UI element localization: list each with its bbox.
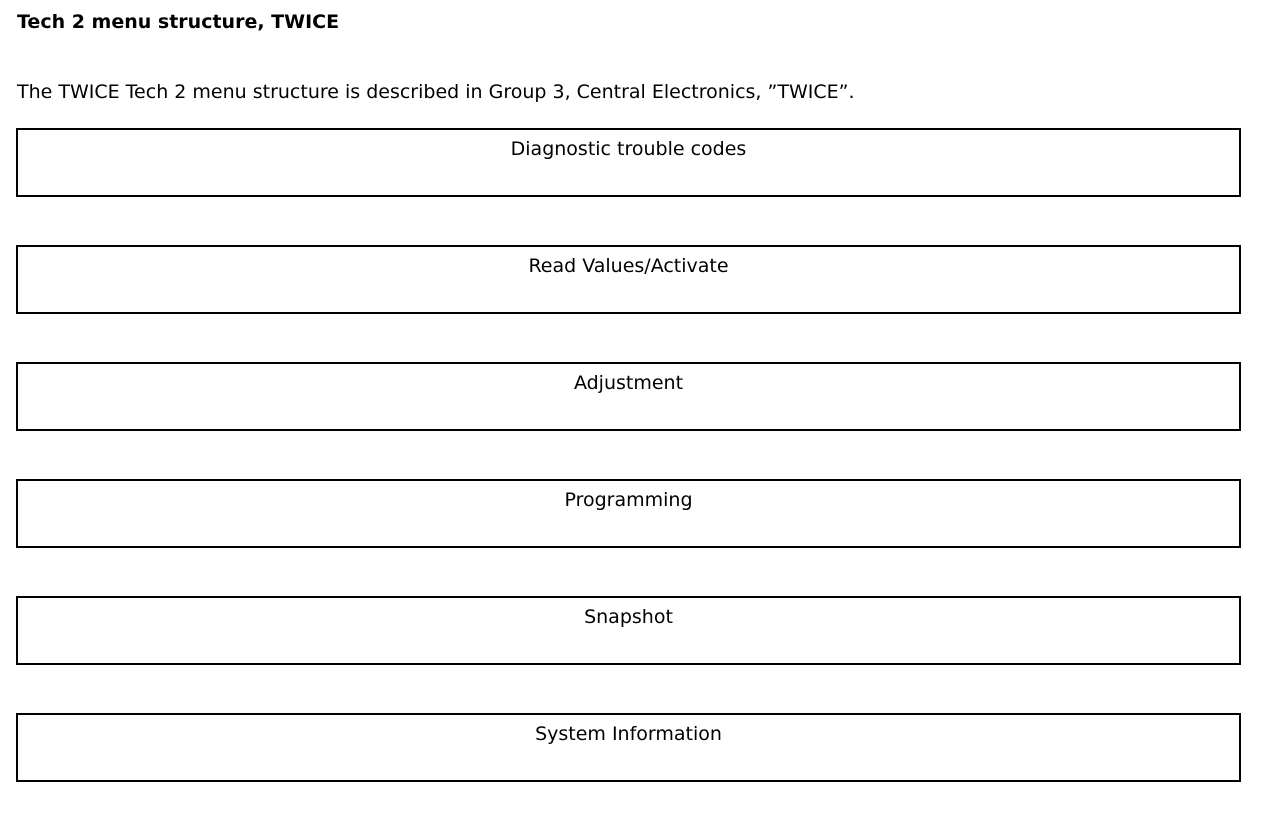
menu-item-label: Read Values/Activate <box>528 255 729 277</box>
menu-item-label: System Information <box>535 723 722 745</box>
menu-item-snapshot <box>16 596 1241 665</box>
menu-item-label: Adjustment <box>573 372 684 394</box>
menu-item-programming <box>16 479 1241 548</box>
menu-structure <box>16 128 1241 830</box>
menu-item-adjustment <box>16 362 1241 431</box>
menu-item-read-values-activate <box>16 245 1241 314</box>
page-title: Tech 2 menu structure, TWICE <box>17 11 340 33</box>
menu-item-label: Snapshot <box>584 606 673 628</box>
menu-item-diagnostic-trouble-codes <box>16 128 1241 197</box>
menu-item-system-information <box>16 713 1241 782</box>
intro-text: The TWICE Tech 2 menu structure is described in Group 3, Central Electronics, ”TWICE”. <box>17 81 855 103</box>
menu-item-label: Diagnostic trouble codes <box>510 138 747 160</box>
menu-item-label: Programming <box>564 489 693 511</box>
